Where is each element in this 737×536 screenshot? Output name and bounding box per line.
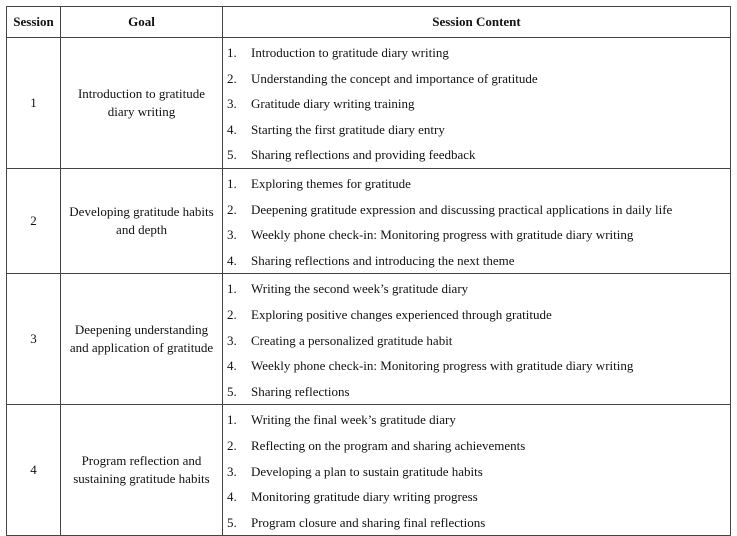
item-text: Writing the final week’s gratitude diary [251,412,456,428]
session-content [223,38,731,169]
item-text: Program closure and sharing final reflections [251,514,486,530]
table-header-row [7,7,731,38]
item-text: Exploring themes for gratitude [251,175,411,191]
session-goal: Program reflection and sustaining gratitude habits [61,405,223,536]
session-number: 3 [7,274,61,405]
table-row [7,405,731,536]
list-item [223,484,730,510]
item-text: Creating a personalized gratitude habit [251,332,453,348]
item-number: 2. [227,201,237,217]
list-item [223,91,730,117]
list-item [223,66,730,92]
table-row [7,38,731,169]
item-number: 1. [227,281,237,297]
list-item [223,407,730,433]
list-item [223,328,730,354]
item-number: 3. [227,227,237,243]
table-row [7,168,731,273]
item-number: 5. [227,383,237,399]
list-item [223,222,730,248]
item-number: 1. [227,412,237,428]
session-content [223,405,731,536]
item-number: 1. [227,175,237,191]
list-item [223,379,730,405]
item-text: Sharing reflections [251,383,350,399]
item-text: Deepening gratitude expression and discussing practical applications in daily life [251,201,673,217]
item-text: Sharing reflections and introducing the next theme [251,252,515,268]
session-number: 4 [7,405,61,536]
header-session: Session [7,7,61,38]
session-table-container [6,6,730,536]
list-item [223,459,730,485]
item-text: Weekly phone check-in: Monitoring progress with gratitude diary writing [251,358,634,374]
session-table [6,6,731,536]
session-goal: Deepening understanding and application of gratitude [61,274,223,405]
item-number: 1. [227,45,237,60]
item-text: Understanding the concept and importance of gratitude [251,70,538,86]
list-item [223,510,730,536]
item-number: 4. [227,252,237,268]
list-item [223,433,730,459]
item-text: Introduction to gratitude diary writing [251,45,449,60]
header-goal: Goal [61,7,223,38]
item-text: Weekly phone check-in: Monitoring progress with gratitude diary writing [251,227,634,243]
session-content [223,274,731,405]
item-number: 3. [227,96,237,112]
item-number: 2. [227,306,237,322]
item-number: 4. [227,489,237,505]
list-item [223,40,730,66]
item-number: 5. [227,147,237,163]
item-number: 5. [227,514,237,530]
list-item [223,276,730,302]
session-number: 2 [7,168,61,273]
list-item [223,248,730,274]
item-number: 4. [227,121,237,137]
item-text: Exploring positive changes experienced through gratitude [251,306,552,322]
session-goal: Developing gratitude habits and depth [61,168,223,273]
list-item [223,353,730,379]
item-number: 3. [227,332,237,348]
table-row [7,274,731,405]
session-content [223,168,731,273]
session-goal: Introduction to gratitude diary writing [61,38,223,169]
item-text: Gratitude diary writing training [251,96,415,112]
list-item [223,171,730,197]
list-item [223,302,730,328]
list-item [223,197,730,223]
list-item [223,117,730,143]
item-number: 3. [227,463,237,479]
item-text: Developing a plan to sustain gratitude habits [251,463,483,479]
item-text: Reflecting on the program and sharing achievements [251,437,526,453]
list-item [223,142,730,168]
item-number: 4. [227,358,237,374]
item-text: Sharing reflections and providing feedback [251,147,476,163]
item-text: Monitoring gratitude diary writing progress [251,489,478,505]
item-text: Writing the second week’s gratitude diary [251,281,469,297]
item-number: 2. [227,70,237,86]
header-session-content: Session Content [223,7,731,38]
item-text: Starting the first gratitude diary entry [251,121,445,137]
session-number: 1 [7,38,61,169]
item-number: 2. [227,437,237,453]
